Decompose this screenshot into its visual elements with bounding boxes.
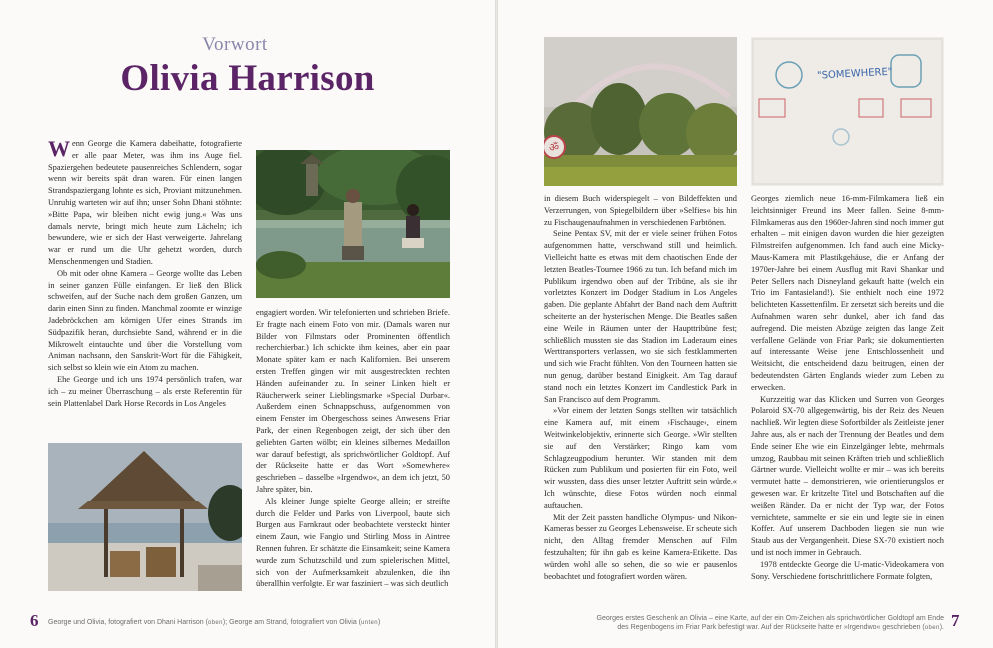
paragraph: Wenn George die Kamera dabeihatte, fotografierte er alle paar Meter, was ihm ins Auge fiel. Spaziergehen bedeutete pausenreiches Schlendern, sogar wenn wir bereits spät dran waren. Für einen langen Strandspaziergang lohnte es sich, Proviant mitzunehmen. Unruhig warteten wir auf ihn; unser Sohn Dhani stöhnte: »Bitte Papa, wir bleiben nicht ewig jung.« Was uns damals nervte, bringt mich heute zum Lächeln; ich bewundere, wie er sich der Hast verweigerte. Jahrelang war er rund um die Uhr gehetzt worden, durch Menschenmengen und Stadien. (48, 136, 242, 266)
photo-beach-hut (48, 443, 242, 591)
paragraph: Kurzzeitig war das Klicken und Surren von Georges Polaroid SX-70 allgegenwärtig, bis der Reiz des Neuen nachließ. Wir legten diese Sofortbilder als Zeitleiste jener Jahre aus, als er nach der Trennung der Beatles und dem Ende seiner Ehe wie ein Einzelgänger lebte, mehrmals umzog, Raubbau mit seinen Kräften trieb und schließlich Gärtner wurde. Vielleicht wollte er mir – was ich bereits vermutet hatte – demonstrieren, wie orientierungslos er gewesen war. Er kritzelte Titel und Botschaften auf die weißen Ränder. Da er nicht der Typ war, der Fotos vernichtete, sammelte er sie ein und legte sie in einen Koffer. Auf unserem Dachboden liegen sie nun wie Staub aus der Vergangenheit. Diese SX-70 existiert noch und ist noch immer in Gebrauch. (751, 394, 944, 557)
right-column-2 (751, 193, 944, 582)
section-kicker: Vorwort (202, 34, 268, 55)
right-column-1 (544, 193, 737, 582)
photo-caption: George und Olivia, fotografiert von Dhani Harrison (oben); George am Strand, fotografiert von Olivia (unten) (48, 619, 381, 626)
right-page (498, 0, 993, 648)
left-page (0, 0, 495, 648)
om-symbol-icon: ॐ (548, 141, 560, 154)
page-number: 7 (951, 611, 960, 630)
photo-rainbow-friar-park (544, 37, 737, 186)
photo-somewhere-card (751, 37, 944, 186)
paragraph: in diesem Buch widerspiegelt – von Bildeffekten und Verzerrungen, von Spiegelbildern über »Selfies« bis hin zu Fischaugenaufnahmen in verschiedenen Farbtönen. (544, 194, 737, 227)
photo-caption: Georges erstes Geschenk an Olivia – eine Karte, auf der ein Om-Zeichen als sprichwörtlicher Goldtopf am Ende des Regenbogens im Friar Park befestigt war. Auf der Rückseite hatte er »Irgendwo« geschrieben (oben). (596, 615, 944, 631)
paragraph: Georges ziemlich neue 16-mm-Filmkamera ließ ein leichtsinniger Freund ins Meer fallen. Seine 8-mm-Filmkameras aus den 1960er-Jahren sind noch immer gut erhalten – mit einigen davon wurden die hier gezeigten Filmstreifen aufgenommen. Ich fand auch eine Micky-Maus-Kamera mit Plastikgehäuse, die er Anfang der 1970er-Jahre bei einem Ausflug mit Ravi Shankar und Peter Sellers nach Disneyland gekauft hatte (welch ein Trio im Fantasieland!). Sie enthielt noch eine 1972 belichteten Kassettenfilm. Er zersetzt sich bereits und die Aufnahmen waren sehr dunkel, aber ich fand das aufregend. Die meisten Abzüge zeigten das lange Zeit verfallene Gelände von Friar Park; sie dokumentierten auf interessante Weise jene Entschlossenheit und Weitsicht, die entscheidend dazu beitrugen, einen der bedeutendsten Gärten Englands wieder zum Leben zu erwecken. (751, 194, 944, 392)
page-number: 6 (30, 611, 39, 630)
paragraph: »Vor einem der letzten Songs stellten wir tatsächlich eine Kamera auf, mit einem ›Fischauge‹, einem Weitwinkelobjektiv, erinnerte sich George. »Wir stellten sie auf den Verstärker; Ringo kam vom Schlagzeugpodium herunter. Wir standen mit dem Rücken zum Publikum und posierten für ein Foto, weil wir wussten, dass dies unser letzter Auftritt sein würde.« Ich wünschte, diese Fotos würden noch einmal auftauchen. (544, 406, 737, 510)
paragraph: Ob mit oder ohne Kamera – George wollte das Leben in seiner ganzen Fülle einfangen. Er ließ den Blick schweifen, auf der Suche nach dem großen Ganzen, um darin einen Sinn zu finden. Manchmal zoomte er winzige Jadebröckchen am körnigen Ufer eines Strands im Südpazifik heran, durchsiebte Sand, während er in die Mikrowelt eintauchte und über die Vorstellung vom Animan nachsann, den Sanskrit-Wort für die Fähigkeit, sich selbst so klein wie ein Atom zu machen. (48, 268, 242, 373)
left-column-1 (48, 138, 242, 409)
somewhere-handwriting: "SOMEWHERE" (816, 66, 893, 82)
paragraph: Ehe George und ich uns 1974 persönlich trafen, war ich – zu meiner Überraschung – als erste Referentin für sein Plattenlabel Dark Horse Records in Los Angeles (48, 374, 242, 408)
paragraph: Mit der Zeit passten handliche Olympus- und Nikon-Kameras besser zu Georges Lebensweise. Er scheute sich nicht, den Alltag fremder Menschen auf Film festzuhalten; für ihn gab es keine Kamera-Etikette. Das würden wohl alle so sehen, die so wie er pausenlos beobachtet und fotografiert worden wären. (544, 512, 737, 581)
paragraph: engagiert worden. Wir telefonierten und schrieben Briefe. Er fragte nach einem Foto von mir. (Damals waren nur Bilder von Filmstars oder Prominenten öffentlich recherchierbar.) Ich schickte ihm keines, aber ein paar Monate später kam er nach Kalifornien. Bei unserem ersten Treffen gingen wir mit ausgestreckten rechten Händen aufeinander zu. In seiner Linken hielt er Räucherwerk seiner Lieblingsmarke »Special Durbar«. Außerdem einen Schnappschuss, aufgenommen von einem Fenster im Obergeschoss seines Anwesens Friar Park, der einen Regenbogen zeigt, der sich über den geliebten Garten wölbt; ein kleines silbernes Medaillon war darauf befestigt, als sprichwörtlicher Goldtopf. Auf der Rückseite hatte er das Wort »Somewhere« geschrieben – dasselbe »Irgendwo«, an dem ich jetzt, 50 Jahre später, bin. (256, 308, 450, 494)
page-title: Olivia Harrison (120, 58, 375, 99)
left-column-2 (256, 307, 450, 590)
paragraph: 1978 entdeckte George die U-matic-Videokamera von Sony. Verschiedene fortschrittlichere Formate folgten, (751, 559, 944, 581)
photo-george-and-olivia (256, 150, 450, 298)
paragraph: Als kleiner Junge spielte George allein; er streifte durch die Felder und Parks von Liverpool, baute sich Burgen aus Farnkraut oder beobachtete versteckt hinter einem Zaun, wie Fangio und Stirling Moss in Aintree Rennen fuhren. Er schätzte die Einsamkeit; seine Kamera wurde zum Schutzschild und zum spielerischen Mittel, sich von der Aufmerksamkeit abzulenken, die ihn überallhin verfolgte. Er war fasziniert – was sich deutlich (256, 496, 450, 589)
drop-cap: W (48, 136, 70, 161)
paragraph: Seine Pentax SV, mit der er viele seiner frühen Fotos aufgenommen hatte, verschwand still und heimlich. Vielleicht hatte es etwas mit dem chaotischen Ende der letzten Beatles-Tournee 1966 zu tun. Ich befand mich im Publikum irgendwo oben auf der Tribüne, als sie ihr vorletztes Konzert im Dodger Stadium in Los Angeles gaben. Die geplante Abfahrt der Band nach dem Auftritt scheiterte an der hysterischen Menge. Die Beatles saßen eine Weile in Räumen unter der Haupttribüne fest; schließlich mussten sie das Stadion im Laderaum eines Werttransporters verlassen, wo sie sich festklammerten und sich wie Fracht fühlten. Von den Tourneen hatten sie nun genug, darüber bestand Einigkeit. Am Tag darauf stand noch ein letztes Konzert im Candlestick Park in San Francisco auf dem Programm. (544, 229, 737, 404)
